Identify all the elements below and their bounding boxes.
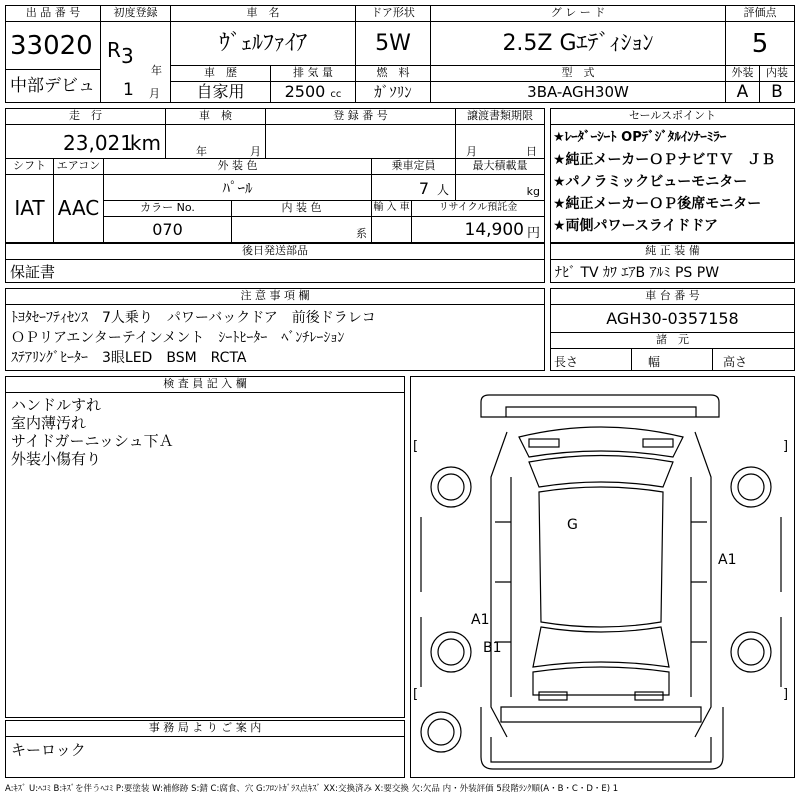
- recycle-value: 14,900: [464, 220, 524, 240]
- dims-title: 諸 元: [551, 333, 794, 349]
- recycle-label: リサイクル預託金: [412, 201, 544, 217]
- lot-label: 出 品 番 号: [6, 6, 101, 22]
- car-outline: [411, 377, 794, 777]
- sales-point-item: ★純正メーカーＯＰナビＴＶ ＪＢ: [553, 152, 776, 168]
- rear-window-shape: [533, 627, 669, 667]
- windshield-shape: [529, 456, 673, 488]
- int-color-cell: [232, 217, 372, 242]
- load-label: 最大積載量: [456, 159, 544, 175]
- rear-bumper-shape: [501, 707, 701, 722]
- transfer-cell: [456, 125, 544, 159]
- later-parts-value: 保証書: [10, 263, 56, 281]
- sales-point-item: ★両側パワースライドドア: [553, 218, 719, 234]
- bracket-mark: ]: [783, 439, 789, 454]
- shift-value: IAT: [6, 175, 54, 242]
- sales-points-title: セールスポイント: [551, 109, 794, 125]
- mileage-label: 走 行: [6, 109, 166, 125]
- reg-label: 初度登録: [101, 6, 171, 22]
- office-value: キーロック: [11, 741, 86, 759]
- mileage-unit: km: [129, 131, 161, 155]
- roof-shape: [539, 487, 663, 627]
- chassis-box: [550, 288, 795, 371]
- bracket-mark: [: [413, 439, 419, 454]
- car-diagram: [410, 376, 795, 778]
- ext-color-label: 外 装 色: [104, 159, 372, 175]
- transfer-day-unit: 日: [526, 145, 537, 158]
- ext-color-value: ﾊﾟｰﾙ: [104, 175, 372, 201]
- inspector-title: 検 査 員 記 入 欄: [6, 377, 404, 393]
- hood-shape: [519, 427, 683, 457]
- inspection-year-unit: 年: [196, 145, 207, 158]
- color-no-label: カラー No.: [104, 201, 232, 217]
- model-label: 型 式: [431, 66, 726, 82]
- plate-label: 登 録 番 号: [266, 109, 456, 125]
- int-color-label: 内 装 色: [232, 201, 372, 217]
- shift-label: シフト: [6, 159, 54, 175]
- transfer-label: 譲渡書類期限: [456, 109, 544, 125]
- aircon-label: エアコン: [54, 159, 104, 175]
- color-no-value: 070: [104, 217, 232, 242]
- sales-points-box: [550, 108, 795, 243]
- header-box: [5, 5, 795, 103]
- equipment-title: 純 正 装 備: [551, 244, 794, 260]
- sales-point-item: ★パノラミックビューモニター: [553, 174, 748, 190]
- inspector-line: ハンドルすれ: [11, 396, 102, 414]
- interior-grade: B: [771, 82, 783, 102]
- inspection-month-unit: 月: [250, 145, 261, 158]
- reg-cell: [101, 22, 171, 102]
- mileage-value: 23,021: [63, 131, 133, 155]
- car-name: ｳﾞｪﾙﾌｧｲｱ: [171, 22, 356, 66]
- reg-year-num: 3: [121, 44, 134, 68]
- inspection-cell: [166, 125, 266, 159]
- bracket-mark: ]: [783, 687, 789, 702]
- width-cell: [632, 349, 713, 370]
- sales-points-list: [553, 127, 793, 237]
- reg-year-unit: 年: [151, 64, 162, 77]
- legend: A:ｷｽﾞ U:ﾍｺﾐ B:ｷｽﾞを伴うﾍｺﾐ P:要塗装 W:補修跡 S:錆 C:腐食、穴 G:ﾌﾛﾝﾄｶﾞﾗｽ点ｷｽﾞ XX:交換済み X:要交換 欠:欠品 内・外装評価 5段階ﾗﾝｸ順(A・B・C・D・E) 1: [5, 784, 619, 794]
- grade-label: グ レ ー ド: [431, 6, 726, 22]
- front-bumper-shape: [481, 395, 719, 417]
- equipment-value: ﾅﾋﾞ TV ｶﾜ ｴｱB ｱﾙﾐ PS PW: [555, 265, 720, 281]
- score-value: 5: [726, 22, 794, 66]
- history-label: 車 歴: [171, 66, 271, 82]
- displacement-cell: [271, 82, 356, 102]
- capacity-label: 乗車定員: [372, 159, 456, 175]
- inspector-line: 室内薄汚れ: [11, 414, 87, 432]
- notes-title: 注 意 事 項 欄: [6, 289, 544, 305]
- width-label: 幅: [648, 355, 661, 369]
- interior-label: 内装: [760, 66, 794, 82]
- bracket-mark: [: [413, 687, 419, 702]
- reg-era: R: [107, 38, 121, 62]
- damage-mark: A1: [471, 612, 490, 628]
- chassis-value: AGH30-0357158: [551, 305, 794, 333]
- transfer-month-unit: 月: [466, 145, 477, 158]
- fuel-label: 燃 料: [356, 66, 431, 82]
- door-value: 5W: [356, 22, 431, 66]
- notes-line: ｽﾃｱﾘﾝｸﾞﾋｰﾀｰ 3眼LED BSM RCTA: [11, 350, 247, 366]
- capacity-value: 7: [418, 179, 429, 198]
- inspector-line: 外装小傷有り: [11, 450, 102, 468]
- damage-mark: G: [567, 517, 578, 533]
- import-label: 輸 入 車: [372, 201, 412, 217]
- chassis-title: 車 台 番 号: [551, 289, 794, 305]
- aircon-value: AAC: [54, 175, 104, 242]
- inspector-line: サイドガーニッシュ下Ａ: [11, 432, 174, 450]
- load-cell: [456, 175, 544, 201]
- damage-mark: A1: [718, 552, 737, 568]
- notes-line: ＯＰリアエンターテインメント ｼｰﾄﾋｰﾀｰ ﾍﾞﾝﾁﾚｰｼｮﾝ: [11, 330, 345, 346]
- notes-box: [5, 288, 545, 371]
- history-value: 自家用: [171, 82, 271, 102]
- office-title: 事 務 局 よ り ご 案 内: [6, 721, 404, 737]
- height-label: 高さ: [723, 355, 748, 369]
- inspection-label: 車 検: [166, 109, 266, 125]
- int-color-unit: 系: [356, 227, 367, 240]
- inspector-lines: [11, 396, 174, 468]
- capacity-unit: 人: [436, 183, 449, 197]
- inspector-box: [5, 376, 405, 718]
- import-cell: [372, 217, 412, 242]
- load-unit: kg: [526, 185, 540, 198]
- notes-lines: [11, 308, 376, 368]
- sales-point-item: ★純正メーカーＯＰ後席モニター: [553, 196, 762, 212]
- length-label: 長さ: [554, 355, 579, 369]
- reg-month-unit: 月: [149, 87, 160, 100]
- capacity-cell: [372, 175, 456, 201]
- mileage-cell: [6, 125, 166, 159]
- door-label: ドア形状: [356, 6, 431, 22]
- displacement-label: 排 気 量: [271, 66, 356, 82]
- model-value: 3BA-AGH30W: [431, 82, 726, 102]
- recycle-cell: [412, 217, 544, 242]
- displacement-unit: cc: [330, 89, 342, 100]
- fuel-value: ｶﾞｿﾘﾝ: [356, 82, 431, 102]
- name-label: 車 名: [171, 6, 356, 22]
- length-cell: [551, 349, 632, 370]
- notes-line: ﾄﾖﾀｾｰﾌﾃｨｾﾝｽ 7人乗り パワーバックドア 前後ドラレコ: [11, 310, 376, 326]
- venue: 中部デビュ: [6, 70, 101, 102]
- specs-box: [5, 108, 545, 243]
- later-parts-box: [5, 243, 545, 283]
- wheel-shape: [431, 467, 471, 507]
- height-cell: [713, 349, 794, 370]
- score-label: 評価点: [726, 6, 794, 22]
- equipment-box: [550, 243, 795, 283]
- damage-mark: B1: [483, 640, 502, 656]
- reg-month-num: 1: [123, 80, 134, 100]
- displacement-value: 2500: [284, 82, 326, 101]
- plate-cell: [266, 125, 456, 159]
- lot-number: 33020: [6, 22, 101, 70]
- later-parts-title: 後日発送部品: [6, 244, 544, 260]
- recycle-unit: 円: [526, 226, 540, 241]
- office-box: [5, 720, 405, 778]
- grade-value: 2.5Z Gｴﾃﾞｨｼｮﾝ: [431, 22, 726, 66]
- exterior-grade: A: [726, 82, 760, 102]
- sales-point-item: ★ﾚｰﾀﾞｰｼｰﾄ OPﾃﾞｼﾞﾀﾙｲﾝﾅｰﾐﾗｰ: [553, 130, 727, 145]
- exterior-label: 外装: [726, 66, 760, 82]
